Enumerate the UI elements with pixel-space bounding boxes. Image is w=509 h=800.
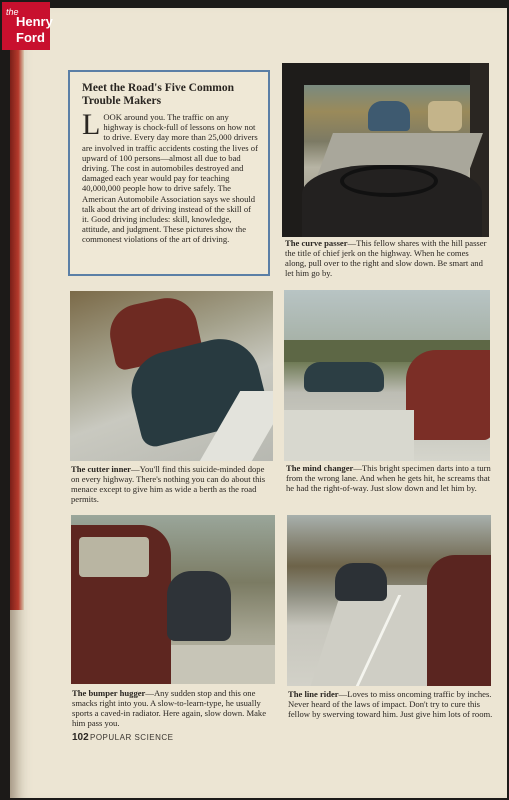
intro-paragraph (82, 108, 258, 245)
photo-bumper-hugger (71, 515, 275, 684)
photo-line-rider (287, 515, 491, 686)
logo-ford: Ford (16, 30, 45, 45)
book-spine-edge (10, 50, 24, 610)
drop-cap: L (82, 108, 101, 141)
caption-mind-changer (286, 463, 492, 493)
photo-mind-changer (284, 290, 490, 461)
caption-text: —This fellow shares with the hill passer the title of chief jerk on the highway. When he comes along, pull over to the right and slow down. Be smart and let him go by. (285, 238, 487, 278)
caption-bumper-hugger (72, 688, 276, 728)
logo-the: the (6, 7, 19, 17)
page-number: 102 (72, 732, 89, 743)
photo-curve-passer (282, 63, 489, 237)
caption-text: —This bright specimen darts into a turn from the wrong lane. And when he gets hit, he screams that he had the right-of-way. Just slow down and let him by. (286, 463, 491, 493)
caption-text: —Any sudden stop and this one smacks right into you. A slow-to-learn-type, he usually sports a caved-in radiator. Here again, slow down. Make him pass you. (72, 688, 267, 728)
caption-title: The curve passer (285, 238, 348, 248)
caption-text: —You'll find this suicide-minded dope on every highway. There's nothing you can do about this menace except to give him as wide a berth as the road permits. (71, 464, 266, 504)
caption-cutter-inner (71, 464, 274, 504)
caption-text: —Loves to miss oncoming traffic by inches. Never heard of the laws of impact. Don't try to cure this fellow by swerving toward him. Just give him lots of room. (288, 689, 493, 719)
logo-henry: Henry (16, 14, 53, 29)
caption-title: The bumper hugger (72, 688, 146, 698)
caption-title: The cutter inner (71, 464, 131, 474)
article-title: Meet the Road's Five Common Trouble Makers (82, 82, 235, 107)
intro-box (68, 70, 270, 276)
publication-name: POPULAR SCIENCE (90, 733, 174, 742)
henry-ford-logo (2, 2, 53, 50)
caption-title: The line rider (288, 689, 339, 699)
intro-body: OOK around you. The traffic on any highway is chock-full of lessons on how not to drive. Every day more than 25,000 drivers are involved in traffic accidents costing the lives of upward of 100 persons—almost all due to bad driving. The cost in automobiles destroyed and damaged each year would pay for teaching 40,000,000 people how to drive safely. The American Automobile Association says we should talk about the art of driving instead of the skill of it. Good driving includes: skill, knowledge, attitude, and judgment. These pictures show the commonest violations of the art of driving. (82, 112, 258, 245)
caption-curve-passer (285, 238, 492, 278)
caption-title: The mind changer (286, 463, 354, 473)
caption-line-rider (288, 689, 494, 719)
photo-cutter-inner (70, 291, 273, 461)
